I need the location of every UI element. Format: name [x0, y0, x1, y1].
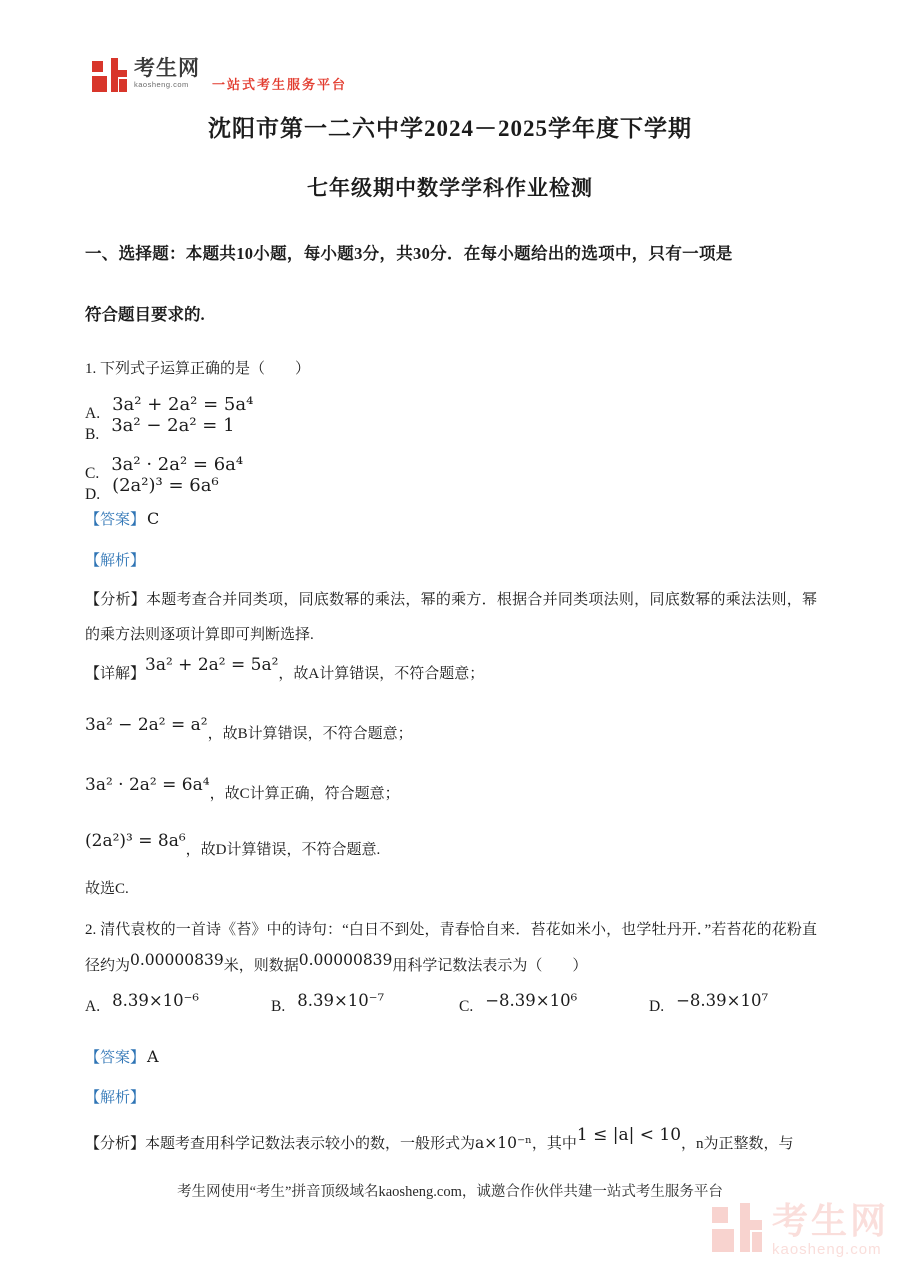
analysis-text: 【分析】本题考查合并同类项，同底数幂的乘法，幂的乘方．根据合并同类项法则，同底数幂的乘法法则，幂的乘方法则逐项计算即可判断选择.	[85, 592, 817, 643]
logo-block	[92, 76, 107, 92]
kaosheng-watermark	[712, 1200, 890, 1258]
detail-formula: (2a²)³ = 8a⁶	[85, 831, 186, 851]
option-formula: −8.39×10⁶	[485, 991, 578, 1010]
option-letter: D.	[649, 998, 665, 1015]
option-letter: B.	[271, 998, 286, 1015]
doc-title-line1: 沈阳市第一二六中学2024－2025学年度下学期	[208, 116, 692, 141]
watermark-block	[712, 1229, 734, 1252]
option-letter: A.	[85, 405, 101, 422]
logo-block	[118, 70, 127, 77]
question2-analysis	[85, 1125, 817, 1153]
logo-block	[92, 61, 103, 72]
question2-option-c	[459, 991, 645, 1016]
watermark-brand-name: 考生网	[772, 1200, 890, 1241]
logo-block	[111, 58, 118, 92]
detail-formula: 3a² + 2a² = 5a²	[145, 655, 279, 675]
analysis-header-label: 【解析】	[85, 1090, 146, 1106]
detail-text: ，故D计算错误，不符合题意.	[185, 842, 381, 858]
answer-value: A	[147, 1047, 159, 1066]
question1-analysis	[85, 583, 817, 653]
option-formula: (2a²)³ = 6a⁶	[112, 475, 219, 496]
brand-text	[134, 58, 200, 89]
question1-detail-line2	[85, 715, 817, 743]
question1-option-b	[85, 415, 455, 444]
option-formula: −8.39×10⁷	[676, 991, 769, 1010]
analysis-text: ，其中	[531, 1136, 577, 1152]
watermark-text	[772, 1200, 890, 1258]
question1-options-row1	[85, 394, 817, 462]
question2-option-a	[85, 991, 267, 1016]
detail-formula: 3a² − 2a² = a²	[85, 715, 208, 735]
analysis-formula: 1 ≤ |a| < 10	[576, 1125, 682, 1145]
analysis-formula: a×10⁻ⁿ	[475, 1134, 532, 1152]
section-header-line1: 一、选择题：本题共10小题，每小题3分，共30分．在每小题给出的选项中，只有一项是	[85, 244, 733, 263]
question1-detail-line4	[85, 831, 817, 859]
option-formula: 8.39×10⁻⁷	[297, 991, 385, 1010]
question2-option-d	[649, 991, 769, 1016]
logo-block	[119, 79, 127, 92]
kaosheng-watermark-icon	[712, 1203, 764, 1255]
stem-number: 0.00000839	[298, 951, 393, 969]
analysis-text: 【分析】本题考查用科学记数法表示较小的数，一般形式为	[85, 1136, 476, 1152]
question1-conclusion: 故选C.	[85, 881, 129, 897]
question2-options	[85, 991, 817, 1016]
doc-title-line2: 七年级期中数学学科作业检测	[307, 176, 593, 200]
option-letter: C.	[459, 998, 474, 1015]
stem-number: 0.00000839	[130, 951, 224, 969]
watermark-brand-domain: kaosheng.com	[772, 1241, 882, 1258]
detail-formula: 3a² · 2a² = 6a⁴	[85, 775, 210, 795]
option-formula: 3a² + 2a² = 5a⁴	[112, 394, 254, 415]
question1-detail-line1	[85, 655, 817, 683]
analysis-text: ，n为正整数，与	[681, 1136, 794, 1152]
question1-detail-line3	[85, 775, 817, 803]
detail-text: ，故A计算错误，不符合题意；	[278, 666, 485, 682]
option-formula: 3a² − 2a² = 1	[111, 415, 235, 436]
question1-option-d	[85, 475, 455, 504]
analysis-header-label: 【解析】	[85, 553, 146, 569]
brand-domain: kaosheng.com	[134, 80, 189, 89]
question1-stem: 1. 下列式子运算正确的是（ ）	[85, 361, 311, 377]
detail-text: ，故C计算正确，符合题意；	[209, 786, 400, 802]
option-letter: D.	[85, 486, 101, 503]
kaosheng-logo	[92, 58, 347, 94]
kaosheng-logo-icon	[92, 58, 128, 94]
question2-analysis-header	[85, 1086, 817, 1107]
option-formula: 8.39×10⁻⁶	[112, 991, 199, 1010]
section-header-line2: 符合题目要求的.	[85, 305, 205, 324]
answer-label: 【答案】	[85, 512, 146, 528]
answer-label: 【答案】	[85, 1050, 146, 1066]
footer-text: 考生网使用“考生”拼音顶级域名kaosheng.com，诚邀合作伙伴共建一站式考生服务平台	[177, 1184, 723, 1200]
watermark-block	[752, 1232, 762, 1252]
question2-option-b	[271, 991, 455, 1016]
detail-label: 【详解】	[85, 666, 146, 682]
brand-tagline: 一站式考生服务平台	[212, 77, 348, 92]
question1-options	[85, 394, 817, 522]
watermark-block	[750, 1220, 762, 1230]
option-letter: C.	[85, 465, 100, 482]
watermark-block	[712, 1207, 728, 1223]
watermark-block	[740, 1203, 750, 1252]
option-formula: 3a² · 2a² = 6a⁴	[111, 454, 244, 475]
question1-analysis-header	[85, 549, 817, 570]
question1-answer-line	[85, 508, 817, 529]
option-letter: B.	[85, 426, 100, 443]
detail-text: ，故B计算错误，不符合题意；	[207, 726, 413, 742]
stem-text: 米，则数据	[223, 958, 299, 974]
stem-text: 用科学记数法表示为（ ）	[392, 958, 588, 974]
answer-value: C	[147, 509, 160, 528]
question2-answer-line	[85, 1046, 817, 1067]
option-letter: A.	[85, 998, 101, 1015]
question2-stem	[85, 913, 817, 984]
brand-name: 考生网	[134, 57, 200, 80]
stem-text: 2. 清代袁枚的一首诗《苔》中的诗句：“白日不到处，青春恰自来．苔花如米小，也学牡丹开．”若苔花的花粉直径约为	[85, 922, 817, 974]
